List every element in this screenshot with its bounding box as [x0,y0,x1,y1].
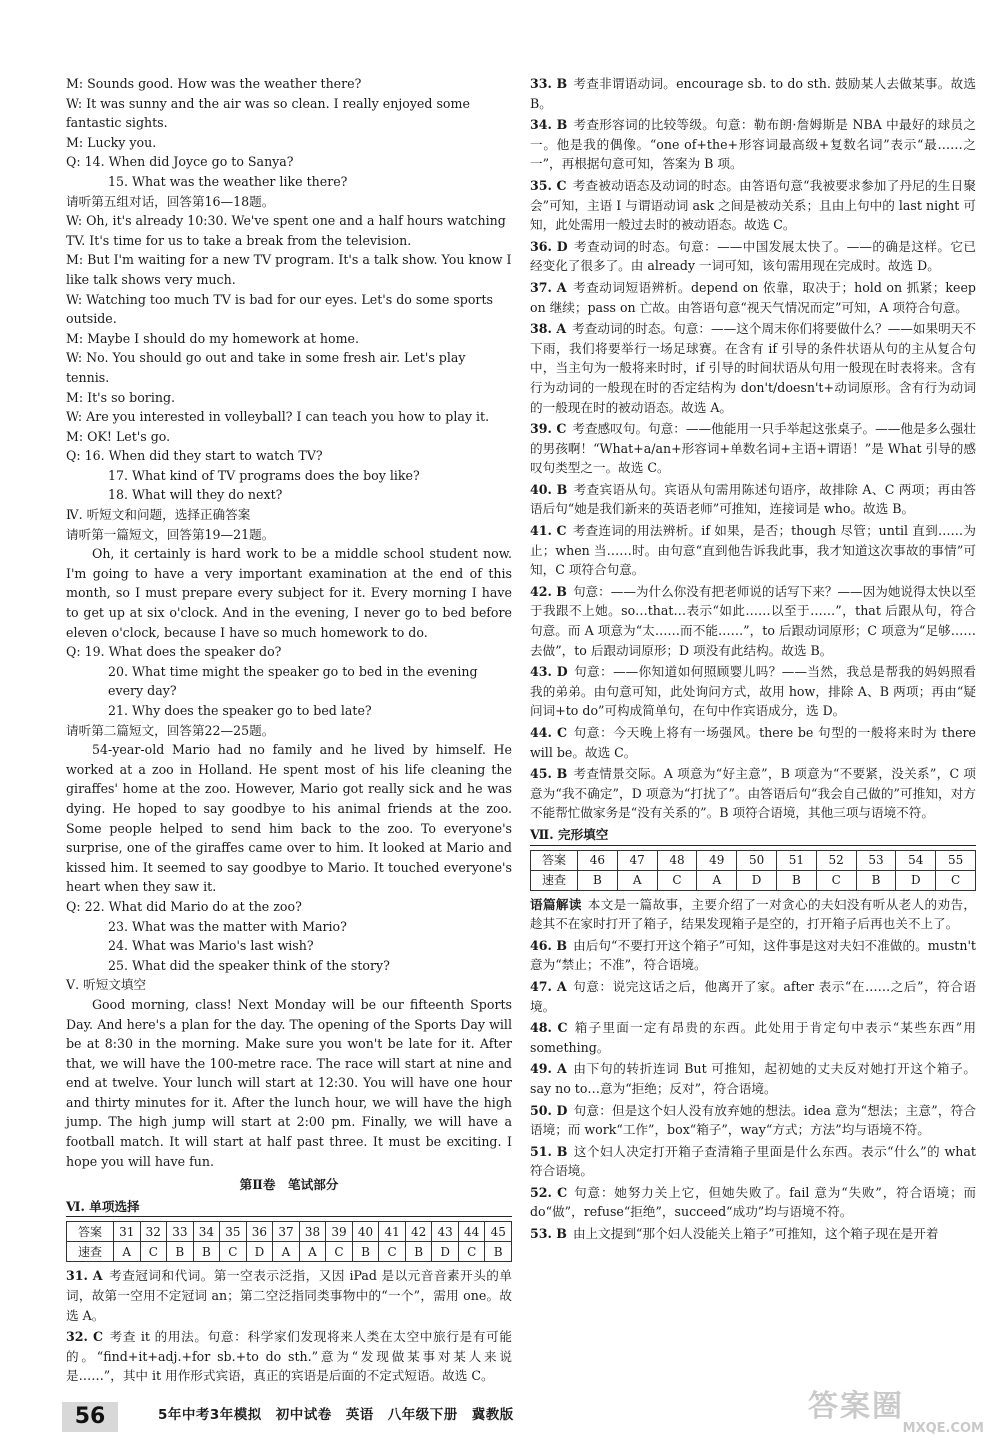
question-number-cell: 45 [485,1222,512,1242]
answer-text: 考查感叹句。句意：——他能用一只手举起这张桌子。——他是多么强壮的男孩啊！“What+a/an+形容词+单数名词+主语+谓语！”是 What 引导的感叹句类型之一。故选 C。 [530,421,976,476]
answer-text: 考查冠词和代词。第一空表示泛指，又因 iPad 是以元音音素开头的单词，故第一空用不定冠词 an；第二空泛指同类事物中的“一个”，需用 one。故选 A。 [66,1268,512,1323]
answer-cell: C [140,1242,167,1262]
answer-cell: A [114,1242,141,1262]
answer-explanation [530,1018,976,1057]
part-2-title: 第Ⅱ卷 笔试部分 [239,1177,339,1193]
question-number-cell: 32 [140,1222,167,1242]
explanation-tag: 语篇解读 [530,896,582,912]
answer-number: 53. B [530,1226,567,1242]
table-row [67,1242,512,1262]
page-footer [62,1402,582,1434]
answer-number: 48. C [530,1020,568,1036]
dialogue-4-end [66,74,512,192]
question-number-cell: 41 [379,1222,406,1242]
answer-cell: B [856,870,896,890]
book-title: 5年中考3年模拟 初中试卷 英语 八年级下册 冀教版 [158,1407,514,1423]
answer-explanation [530,662,976,721]
answer-number: 49. A [530,1061,567,1077]
answer-explanation [530,480,976,519]
answer-explanation [530,237,976,276]
question-number-cell: 49 [697,850,737,870]
question-number-cell: 35 [220,1222,247,1242]
answer-cell: D [246,1242,273,1262]
answer-explanation [530,521,976,580]
question-number-cell: 52 [816,850,856,870]
answer-explanation [530,1059,976,1098]
question-number-cell: 43 [432,1222,459,1242]
question-line: Q: 14. When did Joyce go to Sanya? [66,154,294,170]
dialogue-line: W: Oh, it's already 10:30. We've spent one and a half hours watching TV. It's time for us to take a break from the television. [66,213,506,248]
question-number-cell: 47 [617,850,657,870]
answer-table-6 [66,1221,512,1262]
question-line: 15. What was the weather like there? [108,173,348,189]
answer-text: 考查情景交际。A 项意为“好主意”，B 项意为“不要紧，没关系”，C 项意为“我不确定”，D 项意为“打扰了”。由答语后句“我会自己做的”可推知，对方不能帮忙做家务是“没有关系的”。B 项符合语境，其他三项与语境不符。 [530,766,976,821]
question-number-cell: 39 [326,1222,353,1242]
answer-text: 由后句“不要打开这个箱子”可知，这件事是这对夫妇不准做的。mustn't 意为“禁止；不准”，符合语境。 [530,937,976,973]
question-line: 25. What did the speaker think of the story? [108,957,390,973]
table-row [531,870,976,890]
section-4-title: Ⅳ. 听短文和问题，选择正确答案 [66,507,251,523]
answer-explanation [66,1266,512,1325]
answer-cell: D [896,870,936,890]
answer-cell: C [936,870,976,890]
answer-number: 46. B [530,937,568,953]
answer-text: 这个妇人决定打开箱子查清箱子里面是什么东西。表示“什么”的 what 符合语境。 [530,1143,976,1179]
answer-cell: B [405,1242,432,1262]
dialogue-line: M: But I'm waiting for a new TV program. It's a talk show. You know I like talk shows very much. [66,252,512,287]
question-line: 17. What kind of TV programs does the boy like? [108,467,420,483]
answer-number: 38. A [530,321,567,337]
answer-explanation [530,419,976,478]
watermark-logo: 答案圈 [808,1389,904,1424]
answer-number: 43. D [530,664,568,680]
answer-cell: B [167,1242,194,1262]
dialogue-line: M: OK! Let's go. [66,428,171,444]
answer-text: 考查被动语态及动词的时态。由答语句意“我被要求参加了丹尼的生日聚会”可知，主语 I 与谓语动词 ask 之间是被动关系；且由上句中的 last night 可知，此处需用一般过去时的被动语态。故选 C。 [530,177,976,233]
answer-cell: D [432,1242,459,1262]
answer-explanation [530,278,976,317]
answer-explanation [530,723,976,762]
answer-explanation [66,1327,512,1386]
answer-cell: B [485,1242,512,1262]
answer-cell: D [737,870,777,890]
dialogue-line: M: Sounds good. How was the weather there? [66,76,362,91]
question-number-cell: 37 [273,1222,300,1242]
question-number-cell: 36 [246,1222,273,1242]
answer-text: 句意：她努力关上它，但她失败了。fail 意为“失败”，符合语境；而 do“做”，refuse“拒绝”，succeed“成功”均与语境不符。 [530,1184,976,1220]
question-number-cell: 31 [114,1222,141,1242]
explanation-text: 本文是一篇故事，主要介绍了一对贪心的夫妇没有听从老人的劝告，趁其不在家时打开了箱子，结果发现箱子是空的，打开箱子后再也关不上了。 [530,896,977,932]
answer-number: 52. C [530,1184,568,1200]
question-line: 23. What was the matter with Mario? [108,918,347,934]
watermark-url: MXQE.COM [902,1421,984,1436]
answer-number: 36. D [530,238,568,254]
answer-explanation [530,936,976,975]
dialogue-line: M: Maybe I should do my homework at home. [66,330,359,346]
table-head-cell: 速查 [67,1242,114,1262]
answer-text: 句意：但是这个妇人没有放弃她的想法。idea 意为“想法；主意”，符合语境；而 work“工作”，box“箱子”，way“方式；方法”均与语境不符。 [530,1102,977,1138]
answer-number: 44. C [530,725,567,740]
question-number-cell: 38 [299,1222,326,1242]
dialogue-line: W: It was sunny and the air was so clean. I really enjoyed some fantastic sights. [66,95,470,131]
question-number-cell: 33 [167,1222,194,1242]
answer-explanation [530,977,976,1016]
answer-text: 句意：今天晚上将有一场强风。there be 句型的一般将来时为 there will be。故选 C。 [530,725,976,760]
question-number-cell: 51 [776,850,816,870]
question-line: Q: 22. What did Mario do at the zoo? [66,898,302,914]
question-number-cell: 40 [352,1222,379,1242]
answer-cell: B [193,1242,220,1262]
table-head-cell: 速查 [531,870,578,890]
page-number: 56 [62,1402,118,1432]
passage1-intro: 请听第一篇短文，回答第19—21题。 [66,526,275,542]
answer-explanation [530,319,976,417]
answer-cell: B [776,870,816,890]
passage-3: Good morning, class! Next Monday will be our fifteenth Sports Day. And here's a plan for the day. The opening of the Sports Day will be at 8:30 in the morning. Make sure you won't be late for it. After that, we will have the 100-metre race. The race will start at nine and end at twelve. Your lunch will start at 12:30. You will have one hour and thirty minutes for it. After the lunch hour, we will have the high jump. The high jump will start at 2:00 pm. Finally, we will have a football match. It will start at half past three. It must be exciting. I hope you will have fun. [66,996,512,1169]
answer-number: 39. C [530,421,567,437]
dialogue-line: M: Lucky you. [66,134,157,150]
answer-text: 考查动词的时态。句意：——这个周末你们将要做什么？——如果明天不下雨，我们将要举行一场足球赛。在含有 if 引导的条件状语从句的主从复合句中，当主句为一般将来时时，if 引导的时间状语从句用一般现在时表将来。含有行为动词的一般现在时的否定结构为 don't/doesn't+动词原形。含有行为动词的一般现在时的被动语态。故选 A。 [530,321,977,415]
section-6-title: Ⅵ. 单项选择 [66,1197,512,1218]
answer-explanation [530,1224,976,1244]
answer-text: 句意：——为什么你没有把老师说的话写下来？——因为她说得太快以至于我跟不上她。so…that…表示“如此……以至于……”，that 后跟从句，符合句意。而 A 项意为“太……而不能……”，to 后跟动词原形；C 项意为“足够……去做”，to 后跟动词原形；D 项没有此结构。故选 B。 [530,583,976,658]
dialogue-line: W: No. You should go out and take in some fresh air. Let's play tennis. [66,350,466,385]
question-number-cell: 48 [657,850,697,870]
question-line: 24. What was Mario's last wish? [108,938,314,954]
question-line: 20. What time might the speaker go to bed in the evening every day? [108,663,478,699]
answer-explanation [530,582,976,660]
answer-cell: A [697,870,737,890]
question-line: Q: 16. When did they start to watch TV? [66,448,323,464]
answer-text: 考查宾语从句。宾语从句需用陈述句语序，故排除 A、C 两项；再由答语后句“她是我们新来的英语老师”可推知，连接词是 who。故选 B。 [530,481,976,517]
answer-cell: A [299,1242,326,1262]
right-column [530,74,976,1246]
answer-text: 考查动词的时态。句意：——中国发展太快了。——的确是这样。它已经变化了很多了。由 already 一词可知，该句需用现在完成时。故选 D。 [530,238,977,274]
answer-number: 40. B [530,481,568,497]
answer-cell: C [458,1242,485,1262]
answer-table-7 [530,850,976,891]
question-number-cell: 42 [405,1222,432,1242]
answer-text: 由上文提到“那个妇人没能关上箱子”可推知，这个箱子现在是开着 [572,1226,939,1242]
answer-cell: C [816,870,856,890]
answer-number: 45. B [530,766,568,782]
answer-explanation [530,1142,976,1181]
question-number-cell: 53 [856,850,896,870]
question-number-cell: 44 [458,1222,485,1242]
site-watermark [808,1389,984,1440]
answer-number: 37. A [530,279,567,295]
answer-cell: B [352,1242,379,1262]
table-head-cell: 答案 [67,1222,114,1242]
answer-number: 31. A [66,1268,103,1284]
answer-cell: B [578,870,618,890]
question-number-cell: 46 [578,850,618,870]
answer-number: 47. A [530,978,567,994]
answer-text: 考查 it 的用法。句意：科学家们发现将来人类在太空中旅行是有可能的。“find+it+adj.+for sb.+to do sth.”意为“发现做某事对某人来说是……”，其中 it 用作形式宾语，真正的宾语是后面的不定式短语。故选 C。 [66,1329,512,1384]
answer-number: 51. B [530,1143,568,1159]
answer-number: 42. B [530,583,567,599]
question-number-cell: 55 [936,850,976,870]
answer-text: 由下句的转折连词 But 可推知，起初她的丈夫反对她打开这个箱子。say no to…意为“拒绝；反对”，符合语境。 [530,1061,976,1096]
answer-cell: A [617,870,657,890]
dialogue-line: W: Are you interested in volleyball? I can teach you how to play it. [66,409,490,425]
question-number-cell: 50 [737,850,777,870]
answer-text: 考查动词短语辨析。depend on 依靠，取决于；hold on 抓紧；keep on 继续；pass on 亡故。由答语句意“视天气情况而定”可知，A 项符合句意。 [530,279,976,315]
question-number-cell: 34 [193,1222,220,1242]
answer-text: 考查非谓语动词。encourage sb. to do sth. 鼓励某人去做某事。故选 B。 [530,76,976,111]
answer-number: 34. B [530,117,568,133]
answer-text: 考查形容词的比较等级。句意：勒布朗·詹姆斯是 NBA 中最好的球员之一。他是我的偶像。“one of+the+形容词最高级+复数名词”表示“最……之一”，再根据句意可知，答案为 B 项。 [530,117,976,172]
answer-number: 32. C [66,1329,103,1345]
table-row [67,1222,512,1242]
answer-explanation [530,115,976,174]
passage-explanation [530,895,976,934]
answer-cell: C [379,1242,406,1262]
answer-number: 41. C [530,523,567,539]
answer-text: 句意：说完这话之后，他离开了家。after 表示“在……之后”，符合语境。 [530,978,976,1014]
question-line: 18. What will they do next? [108,487,283,503]
answer-cell: C [657,870,697,890]
dialogue-line: W: Watching too much TV is bad for our eyes. Let's do some sports outside. [66,291,493,327]
answer-text: 考查连词的用法辨析。if 如果，是否；though 尽管；until 直到……为止；when 当……时。由句意“直到他告诉我此事，我才知道这次事故的事情”可知，C 项符合句意。 [530,523,976,578]
answer-explanation [530,1183,976,1222]
answer-number: 50. D [530,1102,568,1118]
answer-cell: C [326,1242,353,1262]
answer-number: 33. B [530,76,568,91]
question-number-cell: 54 [896,850,936,870]
passage2-intro: 请听第二篇短文，回答第22—25题。 [66,722,275,738]
answer-text: 句意：——你知道如何照顾婴儿吗？——当然，我总是帮我的妈妈照看我的弟弟。由句意可知，此处询问方式，故用 how，排除 A、B 两项；再由“疑问词+to do”可构成简单句，在句中作宾语成分，选 D。 [530,664,977,719]
answer-cell: A [273,1242,300,1262]
question-line: 21. Why does the speaker go to bed late? [108,703,372,718]
group5-intro: 请听第五组对话，回答第16—18题。 [66,193,275,209]
answer-number: 35. C [530,177,567,193]
answer-explanation [530,764,976,823]
answer-cell: C [220,1242,247,1262]
passage-2: 54-year-old Mario had no family and he lived by himself. He worked at a zoo in Holland. He spent most of his life cleaning the giraffes' home at the zoo. However, Mario got really sick and he was dying. He hoped to say goodbye to his animal friends at the zoo. Some people helped to send him back to the zoo. To everyone's surprise, one of the giraffes came over to him. It looked at Mario and kissed him. It seemed to say goodbye to Mario. It touched everyone's heart when they saw it. [66,742,512,895]
dialogue-5 [66,211,512,505]
section-5-title: Ⅴ. 听短文填空 [66,977,147,993]
answer-explanation [530,176,976,235]
passage-1: Oh, it certainly is hard work to be a middle school student now. I'm going to have a very important examination at the end of this month, so I must prepare every subject for it. Every morning I have to get up at six o'clock. And in the evening, I never go to bed before eleven o'clock, because I have so much homework to do. [66,546,512,640]
answer-text: 箱子里面一定有昂贵的东西。此处用于肯定句中表示“某些东西”用 something。 [530,1020,976,1055]
dialogue-line: M: It's so boring. [66,389,176,405]
table-head-cell: 答案 [531,850,578,870]
answer-explanation [530,1101,976,1140]
left-column [66,74,512,1388]
question-line: Q: 19. What does the speaker do? [66,644,282,660]
table-row [531,850,976,870]
section-7-title: Ⅶ. 完形填空 [530,825,976,846]
answer-explanation [530,74,976,113]
